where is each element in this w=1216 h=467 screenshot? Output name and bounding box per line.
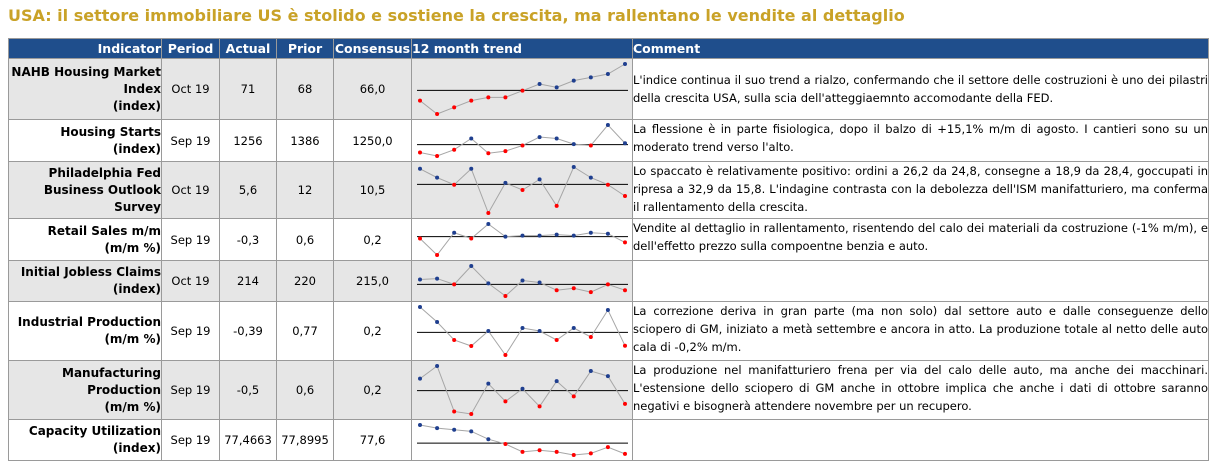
trend-point [486, 95, 490, 99]
trend-point [486, 222, 490, 226]
trend-point [452, 409, 456, 413]
trend-cell [412, 361, 633, 420]
period-cell: Sep 19 [162, 361, 220, 420]
trend-point [606, 308, 610, 312]
trend-point [623, 194, 627, 198]
trend-point [435, 176, 439, 180]
trend-point [538, 82, 542, 86]
trend-point [418, 237, 422, 241]
period-cell: Oct 19 [162, 59, 220, 120]
trend-cell [412, 162, 633, 219]
indicator-name: NAHB Housing Market Index (index) [9, 59, 162, 120]
trend-point [521, 450, 525, 454]
trend-point [469, 167, 473, 171]
trend-point [486, 329, 490, 333]
trend-point [572, 394, 576, 398]
trend-point [555, 288, 559, 292]
trend-point [521, 326, 525, 330]
comment-cell: La flessione è in parte fisiologica, dopo il balzo di +15,1% m/m di agosto. I cantieri sono su un moderato trend verso l'alto. [633, 120, 1209, 162]
trend-point [452, 231, 456, 235]
prior-cell: 1386 [277, 120, 334, 162]
consensus-cell: 77,6 [334, 420, 412, 461]
trend-point [572, 453, 576, 457]
trend-point [503, 442, 507, 446]
actual-cell: 77,4663 [220, 420, 277, 461]
trend-point [469, 412, 473, 416]
indicator-name: Initial Jobless Claims (index) [9, 261, 162, 302]
trend-point [589, 176, 593, 180]
trend-point [418, 305, 422, 309]
trend-point [606, 232, 610, 236]
trend-point [572, 286, 576, 290]
trend-point [435, 426, 439, 430]
table-row [9, 120, 1209, 162]
trend-point [452, 428, 456, 432]
trend-point [418, 150, 422, 154]
col-header-indicator: Indicator [9, 39, 162, 59]
trend-point [623, 344, 627, 348]
trend-point [452, 282, 456, 286]
trend-chart [412, 361, 633, 419]
period-cell: Sep 19 [162, 120, 220, 162]
trend-point [572, 326, 576, 330]
prior-cell: 12 [277, 162, 334, 219]
trend-point [521, 234, 525, 238]
trend-point [435, 112, 439, 116]
trend-point [589, 143, 593, 147]
trend-chart [412, 420, 633, 460]
table-row [9, 361, 1209, 420]
indicator-name: Capacity Utilization (index) [9, 420, 162, 461]
trend-point [572, 79, 576, 83]
trend-point [521, 143, 525, 147]
trend-point [521, 387, 525, 391]
col-header-period: Period [162, 39, 220, 59]
trend-point [572, 142, 576, 146]
trend-point [623, 402, 627, 406]
actual-cell: 1256 [220, 120, 277, 162]
trend-point [435, 154, 439, 158]
col-header-consensus: Consensus [334, 39, 412, 59]
trend-point [503, 399, 507, 403]
trend-point [486, 437, 490, 441]
actual-cell: 214 [220, 261, 277, 302]
trend-point [572, 234, 576, 238]
trend-chart [412, 261, 633, 301]
trend-point [555, 338, 559, 342]
trend-point [503, 149, 507, 153]
trend-cell [412, 120, 633, 162]
trend-chart [412, 302, 633, 360]
trend-point [589, 290, 593, 294]
trend-point [589, 451, 593, 455]
trend-line [420, 307, 625, 355]
trend-line [420, 224, 625, 255]
trend-point [469, 136, 473, 140]
trend-cell [412, 302, 633, 361]
trend-point [606, 183, 610, 187]
trend-point [503, 95, 507, 99]
period-cell: Sep 19 [162, 302, 220, 361]
actual-cell: 71 [220, 59, 277, 120]
trend-point [469, 264, 473, 268]
trend-point [555, 233, 559, 237]
trend-point [452, 148, 456, 152]
trend-point [503, 294, 507, 298]
trend-point [606, 374, 610, 378]
trend-point [589, 75, 593, 79]
trend-cell [412, 420, 633, 461]
actual-cell: -0,39 [220, 302, 277, 361]
trend-point [452, 105, 456, 109]
trend-point [623, 452, 627, 456]
trend-point [503, 353, 507, 357]
trend-cell [412, 219, 633, 261]
trend-point [538, 177, 542, 181]
prior-cell: 0,6 [277, 219, 334, 261]
trend-point [555, 85, 559, 89]
trend-point [435, 320, 439, 324]
col-header-prior: Prior [277, 39, 334, 59]
trend-point [503, 235, 507, 239]
comment-cell: Vendite al dettaglio in rallentamento, risentendo del calo dei materiali da costruzione (-1% m/m), e dell'effetto prezzo sulla compoentne benzia e auto. [633, 219, 1209, 261]
trend-point [452, 183, 456, 187]
indicator-name: Manufacturing Production (m/m %) [9, 361, 162, 420]
trend-point [435, 253, 439, 257]
trend-point [486, 151, 490, 155]
col-header-trend: 12 month trend [412, 39, 633, 59]
trend-point [503, 181, 507, 185]
trend-point [521, 279, 525, 283]
comment-cell [633, 420, 1209, 461]
trend-point [469, 237, 473, 241]
table-header-row [9, 39, 1209, 59]
trend-point [538, 329, 542, 333]
trend-point [555, 204, 559, 208]
trend-point [572, 165, 576, 169]
trend-point [452, 338, 456, 342]
comment-cell: La correzione deriva in gran parte (ma non solo) dal settore auto e dalle conseguenze dello sciopero di GM, iniziato a metà settembre e ancora in atto. La produzione totale al netto delle auto cala di -0,2% m/m. [633, 302, 1209, 361]
trend-point [469, 429, 473, 433]
col-header-comment: Comment [633, 39, 1209, 59]
comment-cell: Lo spaccato è relativamente positivo: ordini a 26,2 da 24,8, consegne a 18,9 da 28,4, goccupati in ripresa a 32,9 da 15,8. L'indagine contrasta con la debolezza dell'ISM manifatturiero, ma conferma il rallentamento della crescita. [633, 162, 1209, 219]
table-row [9, 162, 1209, 219]
period-cell: Oct 19 [162, 162, 220, 219]
prior-cell: 0,77 [277, 302, 334, 361]
trend-point [538, 280, 542, 284]
trend-point [521, 89, 525, 93]
trend-point [538, 404, 542, 408]
trend-point [538, 135, 542, 139]
trend-point [623, 288, 627, 292]
period-cell: Sep 19 [162, 420, 220, 461]
trend-point [606, 282, 610, 286]
period-cell: Oct 19 [162, 261, 220, 302]
table-row [9, 420, 1209, 461]
table-row [9, 261, 1209, 302]
comment-cell: L'indice continua il suo trend a rialzo, confermando che il settore delle costruzioni è uno dei pilastri della crescita USA, sulla scia dell'atteggiaemnto accomodante della FED. [633, 59, 1209, 120]
trend-point [486, 211, 490, 215]
trend-line [420, 125, 625, 156]
trend-point [538, 234, 542, 238]
table-row [9, 59, 1209, 120]
indicator-name: Philadelphia Fed Business Outlook Survey [9, 162, 162, 219]
indicator-name: Industrial Production (m/m %) [9, 302, 162, 361]
trend-chart [412, 120, 633, 161]
trend-point [418, 99, 422, 103]
table-row [9, 219, 1209, 261]
col-header-actual: Actual [220, 39, 277, 59]
trend-point [418, 167, 422, 171]
trend-point [418, 423, 422, 427]
trend-point [623, 141, 627, 145]
trend-cell [412, 59, 633, 120]
actual-cell: -0,3 [220, 219, 277, 261]
trend-point [435, 277, 439, 281]
consensus-cell: 0,2 [334, 219, 412, 261]
trend-point [555, 450, 559, 454]
indicators-table [8, 38, 1209, 461]
trend-point [418, 278, 422, 282]
period-cell: Sep 19 [162, 219, 220, 261]
trend-chart [412, 59, 633, 119]
consensus-cell: 1250,0 [334, 120, 412, 162]
trend-chart [412, 162, 633, 218]
table-row [9, 302, 1209, 361]
prior-cell: 0,6 [277, 361, 334, 420]
consensus-cell: 66,0 [334, 59, 412, 120]
trend-point [589, 369, 593, 373]
actual-cell: -0,5 [220, 361, 277, 420]
indicator-name: Housing Starts (index) [9, 120, 162, 162]
trend-point [486, 281, 490, 285]
prior-cell: 220 [277, 261, 334, 302]
consensus-cell: 0,2 [334, 361, 412, 420]
trend-point [589, 335, 593, 339]
consensus-cell: 0,2 [334, 302, 412, 361]
trend-cell [412, 261, 633, 302]
consensus-cell: 215,0 [334, 261, 412, 302]
trend-point [589, 231, 593, 235]
trend-point [555, 379, 559, 383]
comment-cell: La produzione nel manifatturiero frena per via del calo delle auto, ma anche dei macchinari. L'estensione dello sciopero di GM anche in ottobre implica che anche i dati di ottobre saranno negativi e bisognerà attendere novembre per un recupero. [633, 361, 1209, 420]
trend-point [606, 445, 610, 449]
actual-cell: 5,6 [220, 162, 277, 219]
trend-point [555, 136, 559, 140]
page-title: USA: il settore immobiliare US è stolido e sostiene la crescita, ma rallentano le vendite al dettaglio [8, 6, 905, 25]
trend-point [606, 123, 610, 127]
trend-point [538, 448, 542, 452]
trend-point [606, 72, 610, 76]
prior-cell: 77,8995 [277, 420, 334, 461]
trend-point [469, 99, 473, 103]
trend-point [521, 188, 525, 192]
trend-chart [412, 219, 633, 260]
indicator-name: Retail Sales m/m (m/m %) [9, 219, 162, 261]
trend-point [486, 382, 490, 386]
trend-point [435, 364, 439, 368]
trend-point [418, 377, 422, 381]
trend-point [623, 62, 627, 66]
trend-point [623, 240, 627, 244]
trend-point [469, 344, 473, 348]
prior-cell: 68 [277, 59, 334, 120]
comment-cell [633, 261, 1209, 302]
consensus-cell: 10,5 [334, 162, 412, 219]
